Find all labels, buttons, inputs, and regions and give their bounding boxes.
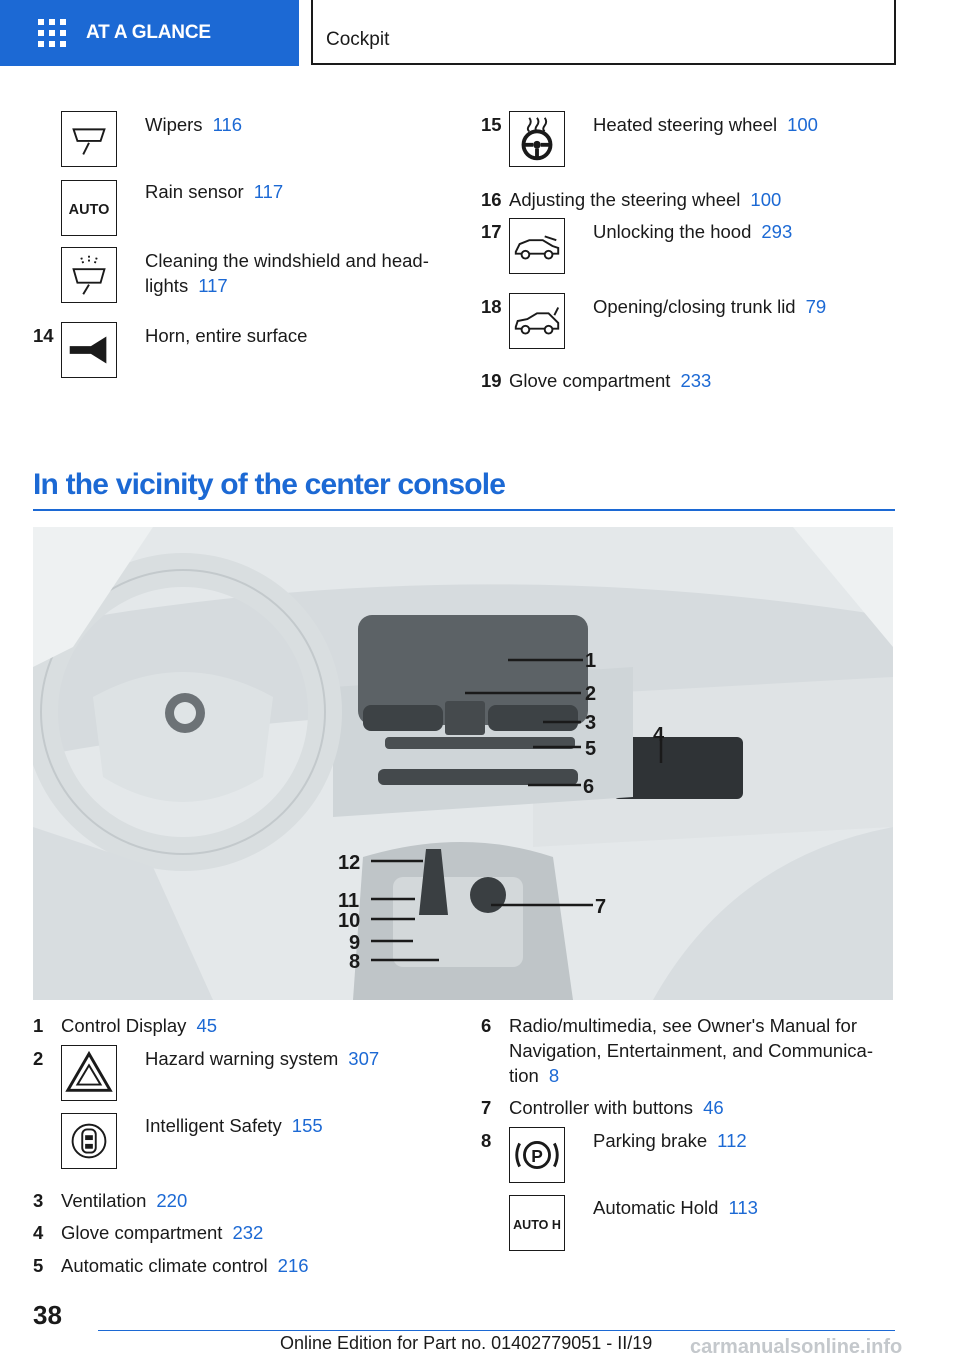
page-ref-link[interactable]: 220 xyxy=(156,1190,188,1211)
wiper-icon xyxy=(61,111,117,167)
page-ref-link[interactable]: 113 xyxy=(728,1197,758,1218)
list-item: Horn, entire surface xyxy=(145,325,308,346)
callout-label: 7 xyxy=(595,896,607,918)
callout-label: 5 xyxy=(585,738,597,760)
list-item: Adjusting the steering wheel 100 xyxy=(509,189,782,210)
item-number: 15 xyxy=(481,114,502,135)
section-divider xyxy=(33,509,895,511)
page-ref-link[interactable]: 79 xyxy=(805,296,827,317)
item-number: 14 xyxy=(33,325,54,346)
page-ref-link[interactable]: 45 xyxy=(196,1015,218,1036)
callout-label: 12 xyxy=(338,852,361,874)
page-ref-link[interactable]: 8 xyxy=(548,1065,560,1086)
callout-label: 10 xyxy=(338,910,361,932)
callout-label: 4 xyxy=(653,724,665,746)
section-tab[interactable] xyxy=(0,0,299,66)
page-ref-link[interactable]: 100 xyxy=(787,114,818,135)
item-number: 18 xyxy=(481,296,502,317)
item-number: 1 xyxy=(33,1015,44,1036)
parking-brake-icon xyxy=(509,1127,565,1183)
callout-label: 8 xyxy=(349,951,361,973)
list-item: Opening/closing trunk lid 79 xyxy=(593,296,827,317)
page-ref-link[interactable]: 307 xyxy=(348,1048,380,1069)
list-item: lights 117 xyxy=(145,275,228,296)
page-ref-link[interactable]: 117 xyxy=(198,275,228,296)
page-ref-link[interactable]: 100 xyxy=(750,189,782,210)
horn-icon xyxy=(61,322,117,378)
watermark: carmanualsonline.info xyxy=(690,1336,903,1358)
callout-label: 11 xyxy=(338,890,360,912)
footer-divider xyxy=(98,1330,895,1331)
list-item: Controller with buttons 46 xyxy=(509,1097,724,1118)
item-number: 7 xyxy=(481,1097,492,1118)
intelligent-safety-icon xyxy=(61,1113,117,1169)
washer-icon xyxy=(61,247,117,303)
callout-label: 3 xyxy=(585,712,597,734)
list-item: Parking brake 112 xyxy=(593,1130,747,1151)
page-ref-link[interactable]: 232 xyxy=(232,1222,264,1243)
page-ref-link[interactable]: 216 xyxy=(277,1255,309,1276)
page-number: 38 xyxy=(33,1300,62,1330)
auto-hold-icon xyxy=(509,1195,565,1251)
callout-label: 6 xyxy=(583,776,595,798)
item-number: 17 xyxy=(481,221,502,242)
edition-label: Online Edition for Part no. 01402779051 - II/19 xyxy=(280,1333,653,1353)
car-trunk-icon xyxy=(509,293,565,349)
item-number: 6 xyxy=(481,1015,492,1036)
list-item: Ventilation 220 xyxy=(61,1190,188,1211)
page-ref-link[interactable]: 46 xyxy=(703,1097,724,1118)
list-item: Automatic Hold 113 xyxy=(593,1197,758,1218)
page-ref-link[interactable]: 116 xyxy=(212,114,243,135)
item-number: 3 xyxy=(33,1190,44,1211)
item-number: 19 xyxy=(481,370,502,391)
section-title: In the vicinity of the center console xyxy=(33,468,506,501)
page-ref-link[interactable]: 117 xyxy=(253,181,284,202)
breadcrumb: Cockpit xyxy=(311,0,896,65)
list-item: Automatic climate control 216 xyxy=(61,1255,309,1276)
heated-steering-wheel-icon xyxy=(509,111,565,167)
page-ref-link[interactable]: 233 xyxy=(680,370,712,391)
list-item: Glove compartment 232 xyxy=(61,1222,264,1243)
page-header xyxy=(0,0,960,66)
list-item: Control Display 45 xyxy=(61,1015,218,1036)
list-item: Intelligent Safety 155 xyxy=(145,1115,323,1136)
svg-text:P: P xyxy=(531,1145,543,1166)
auto-icon xyxy=(61,180,117,236)
svg-text:AUTO: AUTO xyxy=(68,201,110,218)
list-item: Radio/multimedia, see Owner's Manual for xyxy=(509,1015,857,1036)
page-ref-link[interactable]: 293 xyxy=(761,221,793,242)
page-ref-link[interactable]: 155 xyxy=(291,1115,323,1136)
hazard-triangle-icon xyxy=(61,1045,117,1101)
list-item: Cleaning the windshield and head- xyxy=(145,250,429,271)
list-item: Hazard warning system 307 xyxy=(145,1048,380,1069)
list-item: Rain sensor 117 xyxy=(145,181,284,202)
list-item: Unlocking the hood 293 xyxy=(593,221,793,242)
item-number: 8 xyxy=(481,1130,492,1151)
callout-label: 9 xyxy=(349,932,361,954)
item-number: 2 xyxy=(33,1048,44,1069)
list-item: Heated steering wheel 100 xyxy=(593,114,818,135)
item-number: 16 xyxy=(481,189,502,210)
list-item: Glove compartment 233 xyxy=(509,370,712,391)
svg-text:AUTO H: AUTO H xyxy=(513,1217,561,1232)
list-item: tion 8 xyxy=(509,1065,560,1086)
callout-label: 2 xyxy=(585,683,597,705)
item-number: 5 xyxy=(33,1255,44,1276)
center-console-illustration xyxy=(33,527,893,1000)
section-tab-label: AT A GLANCE xyxy=(86,22,211,43)
page-ref-link[interactable]: 112 xyxy=(717,1130,747,1151)
grid-menu-icon[interactable] xyxy=(38,19,66,47)
callout-label: 1 xyxy=(585,650,597,672)
list-item: Wipers 116 xyxy=(145,114,243,135)
car-hood-icon xyxy=(509,218,565,274)
list-item: Navigation, Entertainment, and Communica- xyxy=(509,1040,874,1061)
item-number: 4 xyxy=(33,1222,44,1243)
